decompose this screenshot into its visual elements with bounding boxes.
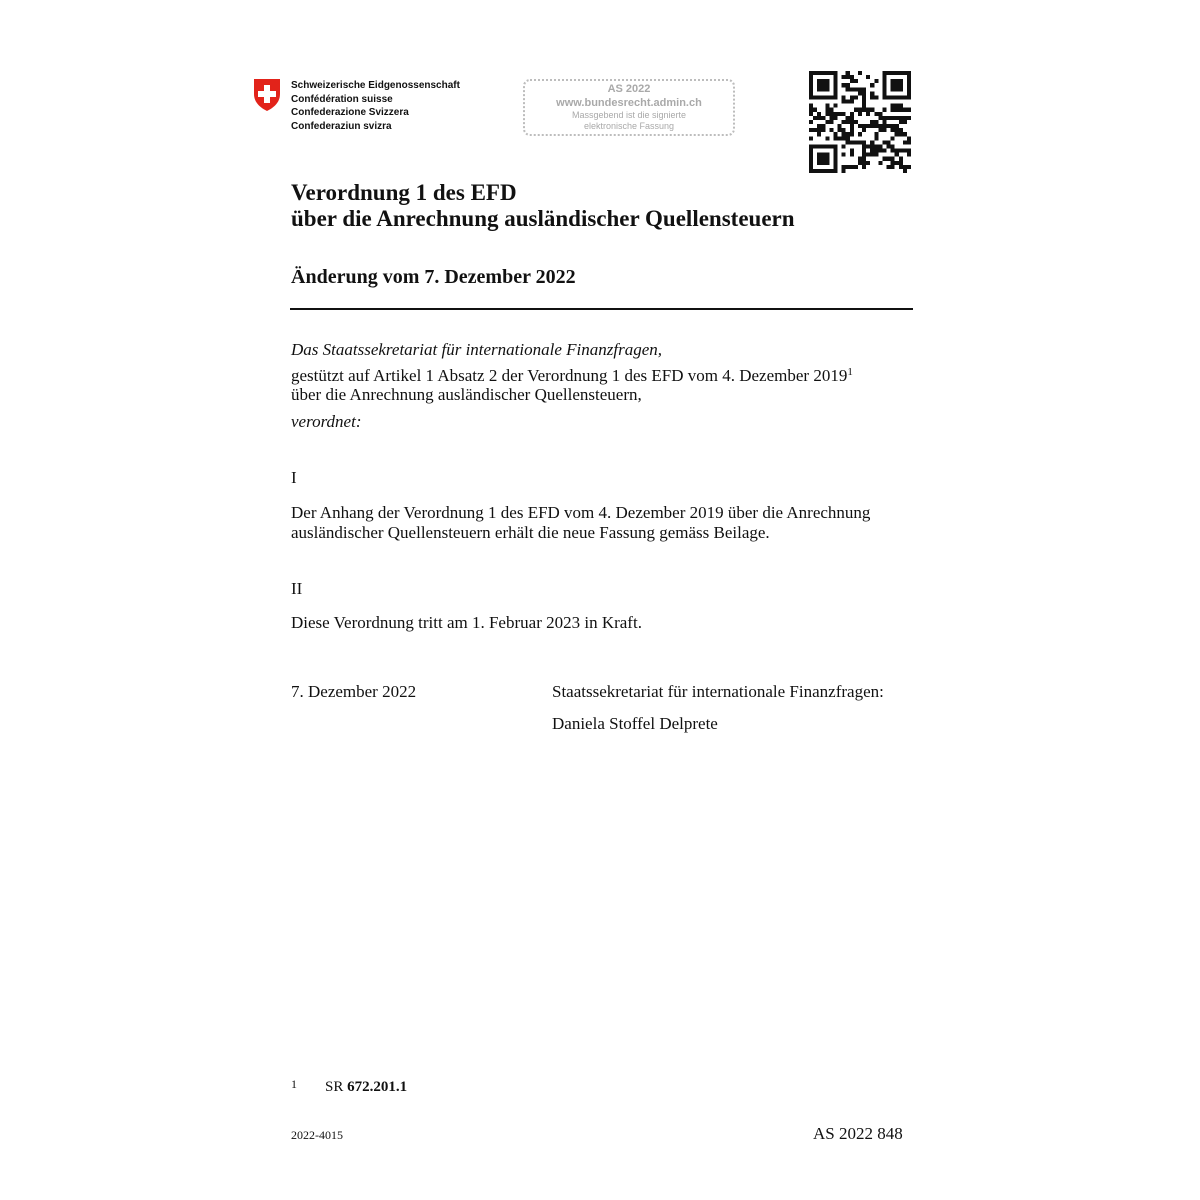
ordinance-title: [291, 180, 795, 232]
section-numeral-2: II: [291, 579, 303, 598]
as-reference: AS 2022 848: [813, 1124, 903, 1143]
footnote-number: 1: [291, 1077, 297, 1091]
preamble-issuer: Das Staatssekretariat für internationale Finanzfragen,: [291, 340, 662, 359]
stamp-note-line1: Massgebend ist die signierte: [571, 110, 687, 120]
confederation-name-fr: Confédération suisse: [291, 93, 393, 105]
title-line-2: über die Anrechnung ausländischer Quellensteuern: [291, 206, 795, 231]
title-divider: [290, 308, 913, 310]
footnote-prefix: SR: [325, 1079, 344, 1095]
swiss-coat-of-arms-icon: [252, 78, 282, 112]
signature-authority: Staatssekretariat für internationale Finanzfragen:: [552, 682, 884, 701]
confederation-name-rm: Confederaziun svizra: [291, 120, 392, 132]
confederation-name-de: Schweizerische Eidgenossenschaft: [291, 80, 460, 91]
preamble-basis-line-2: über die Anrechnung ausländischer Quellensteuern,: [291, 385, 642, 404]
signatory-name: Daniela Stoffel Delprete: [552, 714, 718, 733]
document-id: 2022-4015: [291, 1128, 343, 1142]
confederation-names: [291, 79, 460, 133]
official-publication-stamp: [523, 79, 735, 136]
section-1-line-1: Der Anhang der Verordnung 1 des EFD vom 4. Dezember 2019 über die Anrechnung: [291, 503, 871, 522]
section-2-line-1: Diese Verordnung tritt am 1. Februar 2023 in Kraft.: [291, 613, 642, 632]
title-line-1: Verordnung 1 des EFD: [291, 180, 517, 205]
preamble-basis-text: gestützt auf Artikel 1 Absatz 2 der Verordnung 1 des EFD vom 4. Dezember 2019: [291, 366, 848, 385]
footnote-text: [325, 1079, 407, 1096]
footnote-reference[interactable]: 1: [847, 366, 853, 378]
stamp-website: www.bundesrecht.admin.ch: [556, 97, 702, 109]
section-1-line-2: ausländischer Quellensteuern erhält die neue Fassung gemäss Beilage.: [291, 523, 770, 542]
qr-code-icon: [809, 71, 911, 173]
stamp-note-line2: elektronische Fassung: [583, 121, 675, 131]
stamp-as-year: AS 2022: [607, 83, 651, 95]
footnote-sr-reference[interactable]: 672.201.1: [347, 1079, 408, 1095]
preamble-basis-line-1: [291, 366, 853, 385]
section-numeral-1: I: [291, 468, 297, 487]
amendment-date-heading: Änderung vom 7. Dezember 2022: [291, 266, 576, 288]
signature-date: 7. Dezember 2022: [291, 682, 417, 701]
preamble-decrees: verordnet:: [291, 412, 362, 431]
confederation-name-it: Confederazione Svizzera: [291, 107, 409, 118]
